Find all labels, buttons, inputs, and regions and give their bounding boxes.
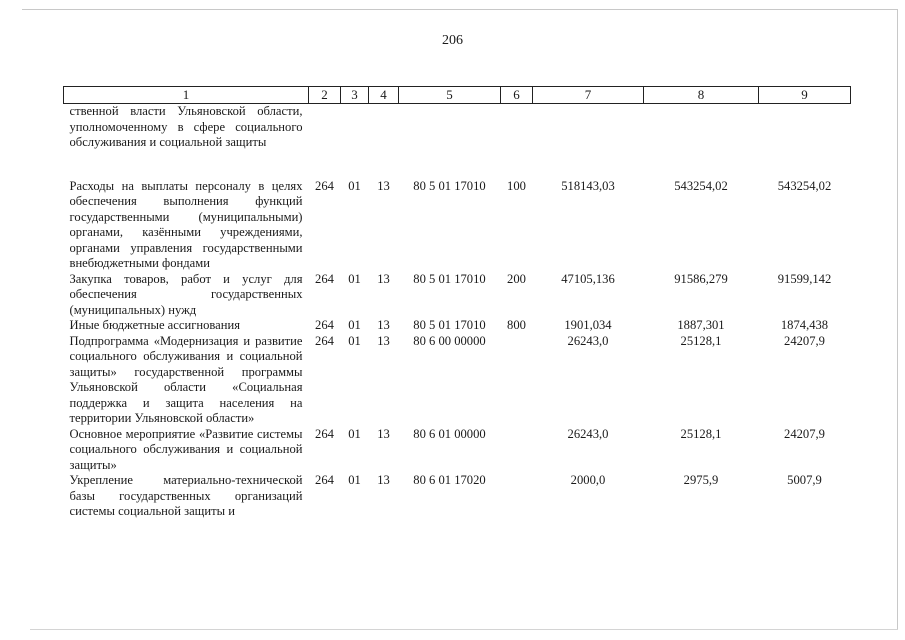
col-section: 01 — [348, 318, 361, 332]
col-amount-1 — [533, 104, 644, 179]
col-ministry: 264 — [315, 271, 334, 286]
col-expense-type — [501, 334, 533, 427]
col-ministry: 264 — [315, 318, 334, 332]
col-amount-3: 24207,9 — [784, 426, 825, 441]
table-header — [64, 87, 851, 104]
row-name: Закупка товаров, работ и услуг для обеспечения государственных (муниципальных) нужд — [69, 271, 303, 317]
col-amount-2 — [644, 104, 759, 179]
header-cell: 2 — [309, 87, 341, 104]
header-cell: 7 — [533, 87, 644, 104]
col-subsection: 13 — [377, 333, 390, 348]
col-ministry: 264 — [315, 333, 334, 348]
col-amount-3: 1874,438 — [780, 318, 829, 332]
col-section: 01 — [348, 178, 361, 193]
col-amount-2: 1887,301 — [677, 318, 725, 332]
col-expense-type — [501, 473, 533, 520]
col-amount-1: 26243,0 — [567, 333, 609, 348]
col-expense-type — [501, 427, 533, 474]
col-target: 80 6 01 17020 — [413, 473, 486, 487]
col-subsection: 13 — [377, 318, 390, 332]
col-subsection: 13 — [377, 473, 390, 487]
col-subsection — [369, 104, 399, 179]
table-row — [64, 473, 851, 520]
col-expense-type: 200 — [507, 271, 526, 286]
col-ministry: 264 — [315, 473, 334, 487]
col-expense-type: 100 — [507, 178, 526, 193]
header-cell: 9 — [759, 87, 851, 104]
header-cell: 3 — [341, 87, 369, 104]
header-cell: 6 — [501, 87, 533, 104]
row-name: ственной власти Ульяновской области, уполномоченному в сфере социального обслуживания и социальной защиты — [69, 104, 303, 149]
col-expense-type — [501, 104, 533, 179]
header-cell: 8 — [644, 87, 759, 104]
col-amount-3 — [759, 104, 851, 179]
col-amount-3: 5007,9 — [787, 473, 822, 487]
col-target: 80 5 01 17010 — [413, 178, 486, 193]
table-row — [64, 427, 851, 474]
row-name: Расходы на выплаты персоналу в целях обеспечения выполнения функций государственными (муниципальными) органами, казёнными учреждениями, органами управления государственными внебюджетными фондами — [69, 178, 303, 270]
col-amount-2: 25128,1 — [680, 333, 722, 348]
col-section: 01 — [348, 426, 361, 441]
col-ministry: 264 — [315, 178, 334, 193]
page-border-right — [897, 9, 898, 629]
col-amount-2: 543254,02 — [674, 178, 728, 193]
col-target — [399, 104, 501, 179]
col-amount-3: 24207,9 — [784, 333, 825, 348]
table-body — [64, 104, 851, 520]
row-name: Укрепление материально-технической базы государственных организаций системы социальной защиты и — [69, 473, 303, 518]
col-amount-1: 518143,03 — [561, 178, 615, 193]
col-amount-3: 543254,02 — [777, 178, 832, 193]
col-section — [341, 104, 369, 179]
col-amount-1: 26243,0 — [567, 426, 609, 441]
page-border-bottom — [30, 629, 898, 630]
col-target: 80 6 00 00000 — [413, 333, 486, 348]
col-subsection: 13 — [377, 426, 390, 441]
col-amount-1: 2000,0 — [570, 473, 606, 487]
table-row — [64, 272, 851, 319]
col-amount-1: 47105,136 — [561, 271, 615, 286]
col-amount-3: 91599,142 — [777, 271, 832, 286]
col-amount-2: 91586,279 — [674, 271, 728, 286]
col-subsection: 13 — [377, 178, 390, 193]
col-ministry: 264 — [315, 426, 334, 441]
header-cell: 5 — [399, 87, 501, 104]
col-target: 80 5 01 17010 — [413, 318, 486, 332]
col-subsection: 13 — [377, 271, 390, 286]
col-section: 01 — [348, 333, 361, 348]
col-section: 01 — [348, 271, 361, 286]
col-amount-1: 1901,034 — [564, 318, 612, 332]
col-expense-type: 800 — [507, 318, 526, 332]
budget-table — [63, 86, 851, 520]
header-row — [64, 87, 851, 104]
page-border-top — [22, 9, 898, 10]
table-row — [64, 334, 851, 427]
col-target: 80 6 01 00000 — [413, 426, 486, 441]
header-cell: 1 — [64, 87, 309, 104]
col-target: 80 5 01 17010 — [413, 271, 486, 286]
header-cell: 4 — [369, 87, 399, 104]
table-row — [64, 318, 851, 334]
col-section: 01 — [348, 473, 361, 487]
table-row — [64, 104, 851, 179]
page-number: 206 — [442, 33, 463, 48]
row-name: Основное мероприятие «Развитие системы социального обслуживания и социальной защиты» — [69, 426, 303, 472]
col-amount-2: 2975,9 — [683, 473, 719, 487]
table-row — [64, 179, 851, 272]
col-ministry — [309, 104, 341, 179]
row-name: Подпрограмма «Модернизация и развитие социального обслуживания и социальной защиты» государственной программы Ульяновской области «Социальная поддержка и защита населения на территории Ульяновской области» — [69, 333, 303, 425]
row-name: Иные бюджетные ассигнования — [69, 318, 241, 332]
col-amount-2: 25128,1 — [680, 426, 722, 441]
